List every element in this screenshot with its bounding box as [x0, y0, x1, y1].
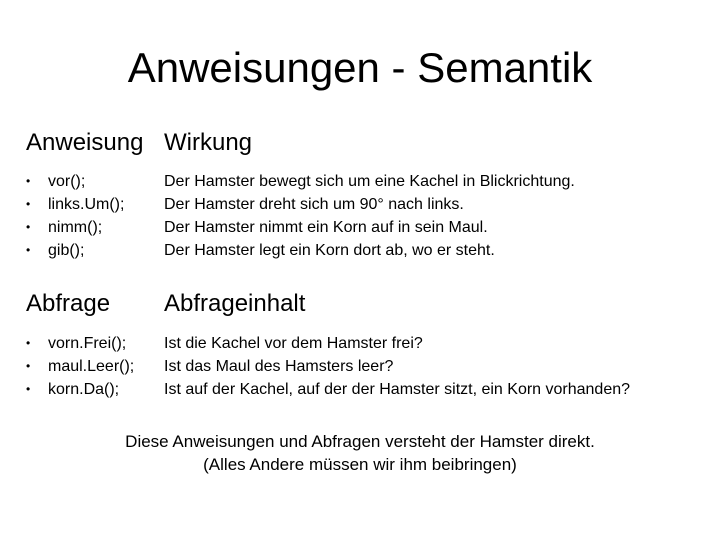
anweisung-header: Anweisung	[26, 129, 144, 156]
bullet-icon: •	[26, 382, 31, 396]
list-item	[26, 193, 124, 216]
footer-note	[0, 430, 720, 476]
command-text: gib();	[48, 242, 85, 259]
list-item	[26, 355, 134, 378]
slide-title: Anweisungen - Semantik	[127, 44, 593, 91]
effect-text: Der Hamster bewegt sich um eine Kachel in Blickrichtung.	[164, 173, 575, 190]
anweisung-list	[26, 170, 124, 262]
list-item	[26, 216, 124, 239]
effect-text: Ist die Kachel vor dem Hamster frei?	[164, 335, 423, 352]
effect-text: Der Hamster nimmt ein Korn auf in sein Maul.	[164, 219, 488, 236]
command-text: korn.Da();	[48, 381, 120, 398]
wirkung-list	[164, 170, 575, 262]
command-text: links.Um();	[48, 196, 125, 213]
effect-text: Ist auf der Kachel, auf der der Hamster sitzt, ein Korn vorhanden?	[164, 381, 631, 398]
abfrage-header: Abfrage	[26, 290, 111, 317]
abfrage-list	[26, 332, 134, 401]
list-item	[26, 332, 134, 355]
abfrageinhalt-list	[164, 332, 630, 401]
effect-text: Der Hamster legt ein Korn dort ab, wo er steht.	[164, 242, 495, 259]
bullet-icon: •	[26, 243, 31, 257]
bullet-icon: •	[26, 220, 31, 234]
footer-line: (Alles Andere müssen wir ihm beibringen)	[203, 455, 517, 474]
command-text: vorn.Frei();	[48, 335, 127, 352]
bullet-icon: •	[26, 359, 31, 373]
bullet-icon: •	[26, 336, 31, 350]
effect-text: Der Hamster dreht sich um 90° nach links.	[164, 196, 464, 213]
list-item	[26, 378, 134, 401]
command-text: nimm();	[48, 219, 103, 236]
footer-line: Diese Anweisungen und Abfragen versteht der Hamster direkt.	[125, 432, 595, 451]
command-text: vor();	[48, 173, 86, 190]
list-item	[26, 239, 124, 262]
effect-text: Ist das Maul des Hamsters leer?	[164, 358, 394, 375]
abfrageinhalt-header: Abfrageinhalt	[164, 290, 306, 317]
command-text: maul.Leer();	[48, 358, 135, 375]
wirkung-header: Wirkung	[164, 129, 253, 156]
list-item	[26, 170, 124, 193]
bullet-icon: •	[26, 174, 31, 188]
bullet-icon: •	[26, 197, 31, 211]
